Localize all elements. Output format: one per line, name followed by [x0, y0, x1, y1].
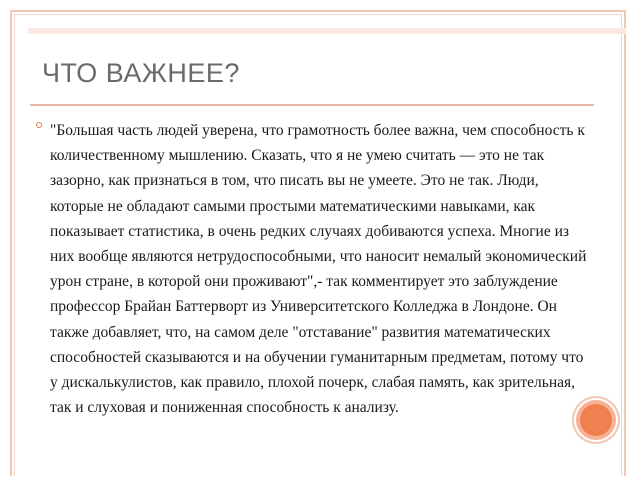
bullet-text: "Большая часть людей уверена, что грамотность более важна, чем способность к количественному мышлению. Сказать, что я не умею считать — это не так зазорно, как признаться в том, что писать вы не умеете. Это не так. Люди, которые не обладают самыми простыми математическими навыками, как показывает статистика, в очень редких случаях добиваются успеха. Многие из них вообще являются нетрудоспособными, что наносит немалый экономический урон стране, в которой они проживают",- так комментирует это заблуждение профессор Брайан Баттерворт из Университетского Колледжа в Лондоне. Он также добавляет, что, на самом деле "отставание" развития математических способностей сказываются и на обучении гуманитарным предметам, потому что у дискалькулистов, как правило, плохой почерк, слабая память, как зрительная, так и слуховая и пониженная способность к анализу.	[50, 122, 587, 417]
decorative-circle-inner-icon	[580, 404, 612, 436]
slide-top-band	[28, 28, 626, 34]
slide-title: ЧТО ВАЖНЕЕ?	[42, 58, 240, 88]
bullet-item	[36, 118, 588, 420]
title-divider	[30, 104, 594, 106]
bullet-circle-icon	[36, 122, 42, 128]
